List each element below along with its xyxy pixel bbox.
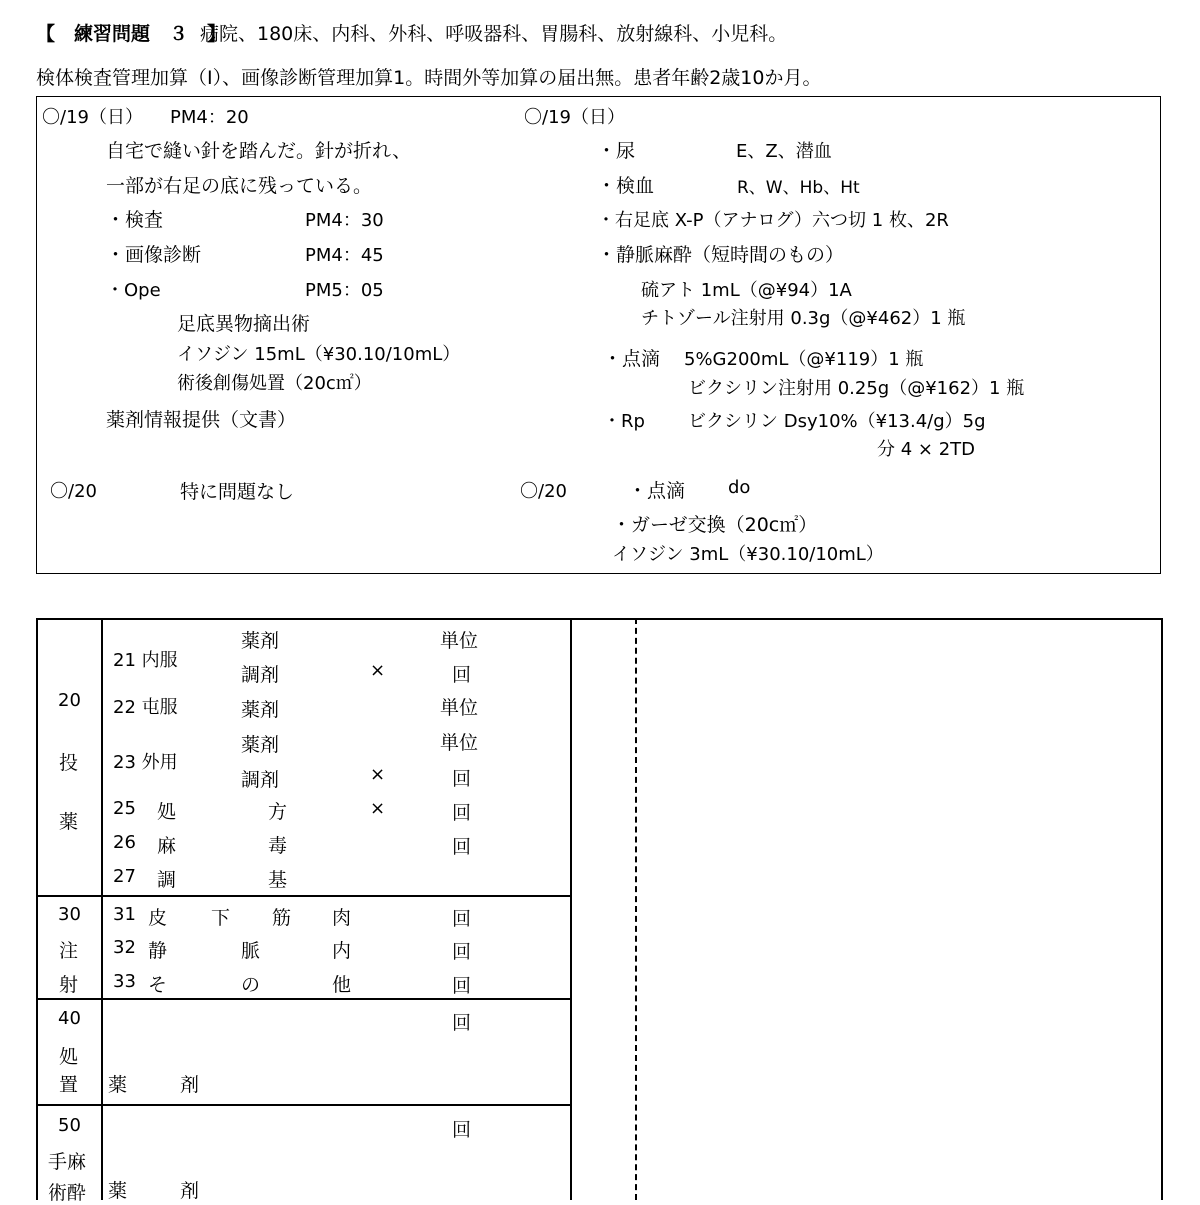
form-row-divider-30 (36, 895, 572, 897)
left-exam-label: ・検査 (106, 209, 164, 231)
sec50-kai: 回 (452, 1119, 472, 1141)
right-gauze-change: ・ガーゼ交換（20c㎡） (612, 514, 818, 536)
row23-chozai: 調剤 (241, 769, 280, 791)
form-middle-divider (570, 618, 572, 1200)
row25-number: 25 (113, 798, 136, 819)
sec20-char-1: 投 (59, 752, 79, 774)
left-complaint-2: 一部が右足の底に残っている。 (106, 175, 373, 197)
right-rp-drug: ビクシリン Dsy10%（¥13.4/g）5g (688, 411, 986, 432)
row23-kai: 回 (452, 768, 472, 790)
row22-unit: 単位 (440, 697, 479, 719)
sec20-number: 20 (58, 690, 81, 711)
row25-char-b: 方 (268, 801, 288, 823)
form-dashed-divider (635, 618, 637, 1200)
sec50-zai: 剤 (180, 1180, 200, 1202)
right-date-19: 〇/19（日） (524, 107, 625, 128)
right-rp-label: ・Rp (603, 411, 645, 432)
left-complaint-1: 自宅で縫い針を踏んだ。針が折れ、 (106, 140, 412, 162)
row21-label: 21 内服 (113, 650, 178, 671)
form-top-border (36, 618, 1163, 620)
right-drip-drug-1: 5%G200mL（@¥119）1 瓶 (684, 349, 924, 370)
row22-yakuzai: 薬剤 (241, 699, 280, 721)
row27-number: 27 (113, 866, 136, 887)
form-category-divider (101, 618, 103, 1200)
exercise-title: 【 練習問題 ３ 】 (36, 23, 227, 45)
right-date-20: 〇/20 (520, 481, 567, 502)
right-blood-values: R、W、Hb、Ht (737, 178, 860, 198)
sec50-chars-1: 手麻 (48, 1151, 87, 1173)
sec40-number: 40 (58, 1008, 81, 1029)
sec30-char-1: 注 (59, 940, 79, 962)
right-xray: ・右足底 X-P（アナログ）六つ切 1 枚、2R (597, 210, 949, 231)
left-imaging-time: PM4：45 (305, 245, 384, 266)
right-drip-do-label: ・点滴 (628, 480, 686, 502)
sec50-yaku: 薬 (108, 1180, 128, 1202)
form-right-border (1161, 618, 1163, 1200)
row21-unit: 単位 (440, 630, 479, 652)
row27-char-b: 基 (268, 869, 288, 891)
row26-char-a: 麻 (157, 835, 177, 857)
sec40-char-1: 処 (59, 1046, 79, 1068)
left-note-20: 特に問題なし (180, 481, 295, 503)
row31-number: 31 (113, 904, 136, 925)
left-exam-time: PM4：30 (305, 210, 384, 231)
sec40-char-2: 置 (59, 1074, 79, 1096)
form-left-border (36, 618, 38, 1200)
sec30-number: 30 (58, 904, 81, 925)
sec50-chars-2: 術酔 (48, 1182, 87, 1204)
right-urine-values: E、Z、潜血 (736, 141, 832, 162)
right-anesthesia-drug-1: 硫アト 1mL（@¥94）1A (641, 280, 852, 301)
row25-times: × (370, 798, 386, 819)
left-ope-isodine: イソジン 15mL（¥30.10/10mL） (177, 344, 461, 365)
left-ope-procedure: 足底異物摘出術 (177, 313, 311, 335)
left-ope-label: ・Ope (106, 280, 161, 301)
row32-number: 32 (113, 937, 136, 958)
row23-unit: 単位 (440, 732, 479, 754)
sec40-kai: 回 (452, 1012, 472, 1034)
right-urine-label: ・尿 (597, 140, 636, 162)
left-date-20: 〇/20 (50, 481, 97, 502)
conditions-info: 検体検査管理加算（Ⅰ）、画像診断管理加算1。時間外等加算の届出無。患者年齢2歳10か月。 (36, 67, 822, 89)
sec20-char-2: 薬 (59, 811, 79, 833)
right-blood-label: ・検血 (597, 175, 655, 197)
right-drip-do: do (728, 477, 751, 498)
row23-yakuzai: 薬剤 (241, 734, 280, 756)
left-drug-info: 薬剤情報提供（文書） (106, 409, 297, 431)
row33-char-b: の (241, 974, 261, 996)
left-time-visit: PM4：20 (170, 107, 249, 128)
row26-char-b: 毒 (268, 835, 288, 857)
row25-kai: 回 (452, 802, 472, 824)
row33-char-c: 他 (332, 974, 352, 996)
row32-char-b: 脈 (241, 940, 261, 962)
facility-info: 病院、180床、内科、外科、呼吸器科、胃腸科、放射線科、小児科。 (200, 23, 788, 45)
row26-number: 26 (113, 832, 136, 853)
sec40-zai: 剤 (180, 1074, 200, 1096)
row31-char-c: 筋 (272, 907, 292, 929)
form-row-divider-40 (36, 998, 572, 1000)
row33-kai: 回 (452, 975, 472, 997)
row23-times: × (370, 764, 386, 785)
left-ope-wound-care: 術後創傷処置（20c㎡） (177, 373, 372, 394)
right-anesthesia: ・静脈麻酔（短時間のもの） (597, 244, 845, 266)
row31-char-b: 下 (211, 907, 231, 929)
row25-char-a: 処 (157, 801, 177, 823)
row32-char-a: 静 (148, 940, 168, 962)
right-anesthesia-drug-2: チトゾール注射用 0.3g（@¥462）1 瓶 (641, 308, 966, 329)
row27-char-a: 調 (157, 869, 177, 891)
row31-char-a: 皮 (148, 907, 168, 929)
row33-char-a: そ (148, 974, 168, 996)
left-date-19: 〇/19（日） (42, 107, 143, 128)
row31-kai: 回 (452, 908, 472, 930)
row32-kai: 回 (452, 941, 472, 963)
right-isodine: イソジン 3mL（¥30.10/10mL） (612, 544, 884, 565)
row21-kai: 回 (452, 664, 472, 686)
form-row-divider-50 (36, 1104, 572, 1106)
sec30-char-2: 射 (59, 974, 79, 996)
left-ope-time: PM5：05 (305, 280, 384, 301)
row22-label: 22 屯服 (113, 697, 178, 718)
sec50-number: 50 (58, 1115, 81, 1136)
row21-times: × (370, 660, 386, 681)
row26-kai: 回 (452, 836, 472, 858)
right-rp-dosage: 分 4 × 2TD (877, 439, 976, 460)
right-drip-label: ・点滴 (603, 348, 661, 370)
row21-chozai: 調剤 (241, 664, 280, 686)
left-imaging-label: ・画像診断 (106, 244, 202, 266)
right-drip-drug-2: ビクシリン注射用 0.25g（@¥162）1 瓶 (688, 378, 1025, 399)
row33-number: 33 (113, 971, 136, 992)
sec40-yaku: 薬 (108, 1074, 128, 1096)
row23-label: 23 外用 (113, 752, 178, 773)
row31-char-d: 肉 (332, 907, 352, 929)
row32-char-c: 内 (332, 940, 352, 962)
row21-yakuzai: 薬剤 (241, 630, 280, 652)
